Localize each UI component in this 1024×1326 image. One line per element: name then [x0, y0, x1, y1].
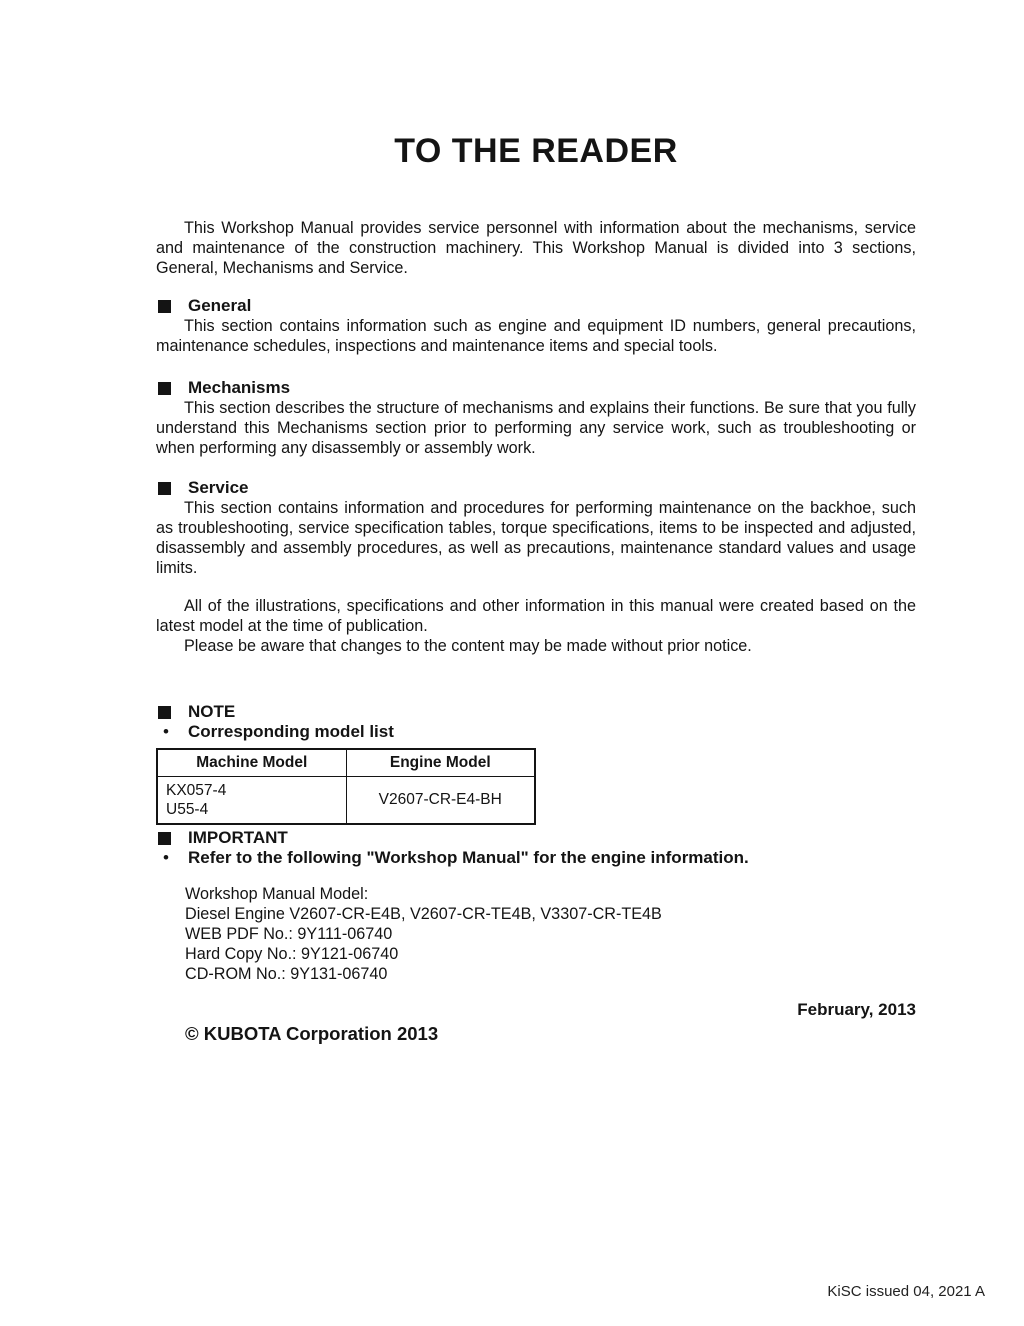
model-table — [156, 748, 536, 825]
model-table-header-engine: Engine Model — [346, 749, 535, 777]
square-bullet-icon — [158, 706, 171, 719]
section-heading-label: Mechanisms — [188, 378, 291, 397]
square-bullet-icon — [158, 300, 171, 313]
note-bullet-label: Corresponding model list — [188, 722, 394, 741]
detail-line-model-label: Workshop Manual Model: — [185, 885, 369, 903]
detail-line-hard-copy: Hard Copy No.: 9Y121-06740 — [185, 945, 399, 963]
section-heading-general — [156, 296, 916, 316]
detail-line-engines: Diesel Engine V2607-CR-E4B, V2607-CR-TE4B, V3307-CR-TE4B — [185, 905, 662, 923]
section-heading-label: NOTE — [188, 702, 236, 721]
machine-model-1: KX057-4 — [166, 782, 227, 799]
section-body-general: This section contains information such as engine and equipment ID numbers, general precautions, maintenance schedules, inspections and maintenance items and special tools. — [156, 317, 916, 355]
important-bullet-line — [156, 848, 916, 868]
machine-model-2: U55-4 — [166, 801, 209, 818]
note-bullet-line — [156, 722, 916, 742]
footer-issue-stamp: KiSC issued 04, 2021 A — [827, 1283, 985, 1300]
section-heading-important — [156, 828, 916, 848]
page-title: TO THE READER — [394, 132, 678, 170]
dot-bullet-icon: • — [163, 722, 169, 741]
section-heading-service — [156, 478, 916, 498]
model-table-header-machine: Machine Model — [157, 749, 346, 777]
table-row — [157, 777, 535, 825]
page-content — [156, 0, 916, 1046]
closing-paragraph-2: Please be aware that changes to the content may be made without prior notice. — [184, 637, 752, 655]
intro-paragraph: This Workshop Manual provides service personnel with information about the mechanisms, service and maintenance of the construction machinery. This Workshop Manual is divided into 3 sections, General, Mechanisms and Service. — [156, 219, 916, 277]
section-heading-mechanisms — [156, 378, 916, 398]
copyright-notice: © KUBOTA Corporation 2013 — [185, 1023, 439, 1044]
section-body-service: This section contains information and procedures for performing maintenance on the backhoe, such as troubleshooting, service specification tables, torque specifications, items to be inspected and adjusted, disassembly and assembly procedures, as well as precautions, maintenance standard values and usage limits. — [156, 499, 916, 577]
detail-line-web-pdf: WEB PDF No.: 9Y111-06740 — [185, 925, 393, 943]
model-table-header-row — [157, 749, 535, 777]
workshop-manual-details — [156, 884, 916, 984]
section-heading-label: General — [188, 296, 252, 315]
publication-date: February, 2013 — [797, 1000, 916, 1019]
engine-model-cell: V2607-CR-E4-BH — [346, 777, 535, 825]
section-heading-label: Service — [188, 478, 249, 497]
section-body-mechanisms: This section describes the structure of mechanisms and explains their functions. Be sure that you fully understand this Mechanisms section prior to performing any service work, such as troubleshooting or when performing any disassembly or assembly work. — [156, 399, 916, 457]
section-heading-label: IMPORTANT — [188, 828, 288, 847]
section-heading-note — [156, 702, 916, 722]
square-bullet-icon — [158, 482, 171, 495]
closing-paragraph-1: All of the illustrations, specifications and other information in this manual were created based on the latest model at the time of publication. — [156, 597, 916, 635]
square-bullet-icon — [158, 832, 171, 845]
dot-bullet-icon: • — [163, 848, 169, 867]
machine-model-cell — [157, 777, 346, 825]
square-bullet-icon — [158, 382, 171, 395]
important-bullet-label: Refer to the following "Workshop Manual" for the engine information. — [188, 848, 749, 867]
detail-line-cd-rom: CD-ROM No.: 9Y131-06740 — [185, 965, 388, 983]
